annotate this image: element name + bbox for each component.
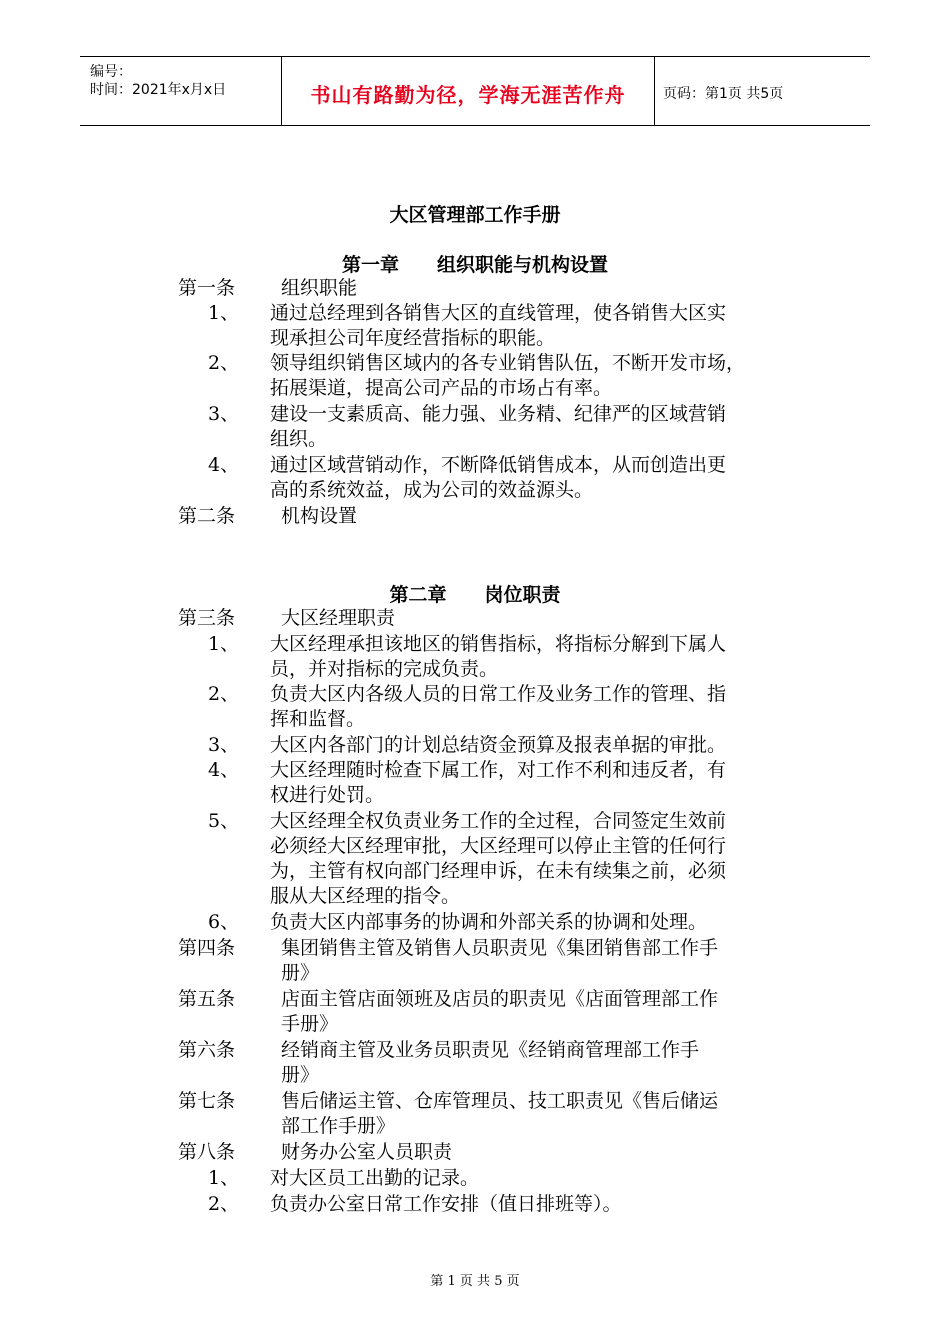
article-3-item-text: 服从大区经理的指令。 (270, 885, 461, 907)
article-8-item-text: 负责办公室日常工作安排（值日排班等）。 (270, 1193, 622, 1215)
article-4-text: 册》 (281, 962, 320, 984)
doc-date-label: 时间：2021年x月x日 (90, 82, 227, 98)
page-header (80, 56, 870, 126)
article-1-item-number: 1、 (208, 302, 240, 324)
article-3-item-text: 大区经理承担该地区的销售指标，将指标分解到下属人 (270, 633, 727, 655)
article-7-text: 部工作手册》 (281, 1115, 396, 1137)
header-motto-cell (282, 57, 655, 125)
article-3-title: 大区经理职责 (281, 607, 396, 629)
article-7-label: 第七条 (178, 1090, 236, 1112)
header-page-cell (655, 57, 870, 125)
header-meta-cell (80, 57, 282, 125)
article-1-item-text: 现承担公司年度经营指标的职能。 (270, 327, 556, 349)
article-1-item-text: 组织。 (270, 428, 328, 450)
article-3-item-text: 大区内各部门的计划总结资金预算及报表单据的审批。 (270, 734, 727, 756)
article-1-item-text: 拓展渠道，提高公司产品的市场占有率。 (270, 377, 613, 399)
article-5-text: 手册》 (281, 1013, 339, 1035)
article-3-item-number: 3、 (208, 734, 240, 756)
article-8-item-text: 对大区员工出勤的记录。 (270, 1167, 480, 1189)
header-motto: 书山有路勤为径，学海无涯苦作舟 (310, 83, 626, 107)
article-2-label: 第二条 (178, 505, 236, 527)
article-1-label: 第一条 (178, 277, 236, 299)
article-3-item-text: 负责大区内各级人员的日常工作及业务工作的管理、指 (270, 683, 727, 705)
article-6-text: 册》 (281, 1064, 320, 1086)
article-3-item-text: 员，并对指标的完成负责。 (270, 658, 499, 680)
article-3-item-text: 为，主管有权向部门经理申诉，在未有续集之前，必须 (270, 860, 727, 882)
article-3-item-number: 6、 (208, 911, 240, 933)
article-3-item-number: 4、 (208, 759, 240, 781)
document-title: 大区管理部工作手册 (389, 204, 561, 226)
article-1-item-number: 2、 (208, 352, 240, 374)
chapter-1-heading: 第一章 组织职能与机构设置 (341, 254, 608, 276)
article-3-item-text: 必须经大区经理审批，大区经理可以停止主管的任何行 (270, 835, 727, 857)
article-3-item-text: 负责大区内部事务的协调和外部关系的协调和处理。 (270, 911, 708, 933)
doc-number-label: 编号： (90, 64, 132, 80)
article-1-item-text: 领导组织销售区域内的各专业销售队伍，不断开发市场， (270, 352, 746, 374)
article-3-item-text: 大区经理随时检查下属工作，对工作不利和违反者，有 (270, 759, 727, 781)
article-3-item-text: 大区经理全权负责业务工作的全过程，合同签定生效前 (270, 810, 727, 832)
article-3-label: 第三条 (178, 607, 236, 629)
article-1-item-text: 建设一支素质高、能力强、业务精、纪律严的区域营销 (270, 403, 727, 425)
article-8-item-number: 1、 (208, 1167, 240, 1189)
page-footer: 第 1 页 共 5 页 (430, 1274, 520, 1289)
article-5-text: 店面主管店面领班及店员的职责见《店面管理部工作 (281, 988, 719, 1010)
article-3-item-number: 1、 (208, 633, 240, 655)
article-5-label: 第五条 (178, 988, 236, 1010)
article-1-item-number: 4、 (208, 454, 240, 476)
article-6-text: 经销商主管及业务员职责见《经销商管理部工作手 (281, 1039, 700, 1061)
article-1-item-text: 通过总经理到各销售大区的直线管理，使各销售大区实 (270, 302, 727, 324)
article-8-item-number: 2、 (208, 1193, 240, 1215)
article-3-item-number: 5、 (208, 810, 240, 832)
article-2-title: 机构设置 (281, 505, 358, 527)
header-page-number: 页码：第1页 共5页 (663, 86, 784, 102)
article-1-item-number: 3、 (208, 403, 240, 425)
article-6-label: 第六条 (178, 1039, 236, 1061)
article-3-item-text: 挥和监督。 (270, 708, 366, 730)
article-3-item-number: 2、 (208, 683, 240, 705)
article-3-item-text: 权进行处罚。 (270, 784, 385, 806)
article-8-title: 财务办公室人员职责 (281, 1141, 453, 1163)
article-4-label: 第四条 (178, 937, 236, 959)
article-1-item-text: 高的系统效益，成为公司的效益源头。 (270, 479, 594, 501)
article-7-text: 售后储运主管、仓库管理员、技工职责见《售后储运 (281, 1090, 719, 1112)
article-1-title: 组织职能 (281, 277, 358, 299)
chapter-2-heading: 第二章 岗位职责 (389, 584, 561, 606)
article-8-label: 第八条 (178, 1141, 236, 1163)
article-1-item-text: 通过区域营销动作，不断降低销售成本，从而创造出更 (270, 454, 727, 476)
article-4-text: 集团销售主管及销售人员职责见《集团销售部工作手 (281, 937, 719, 959)
